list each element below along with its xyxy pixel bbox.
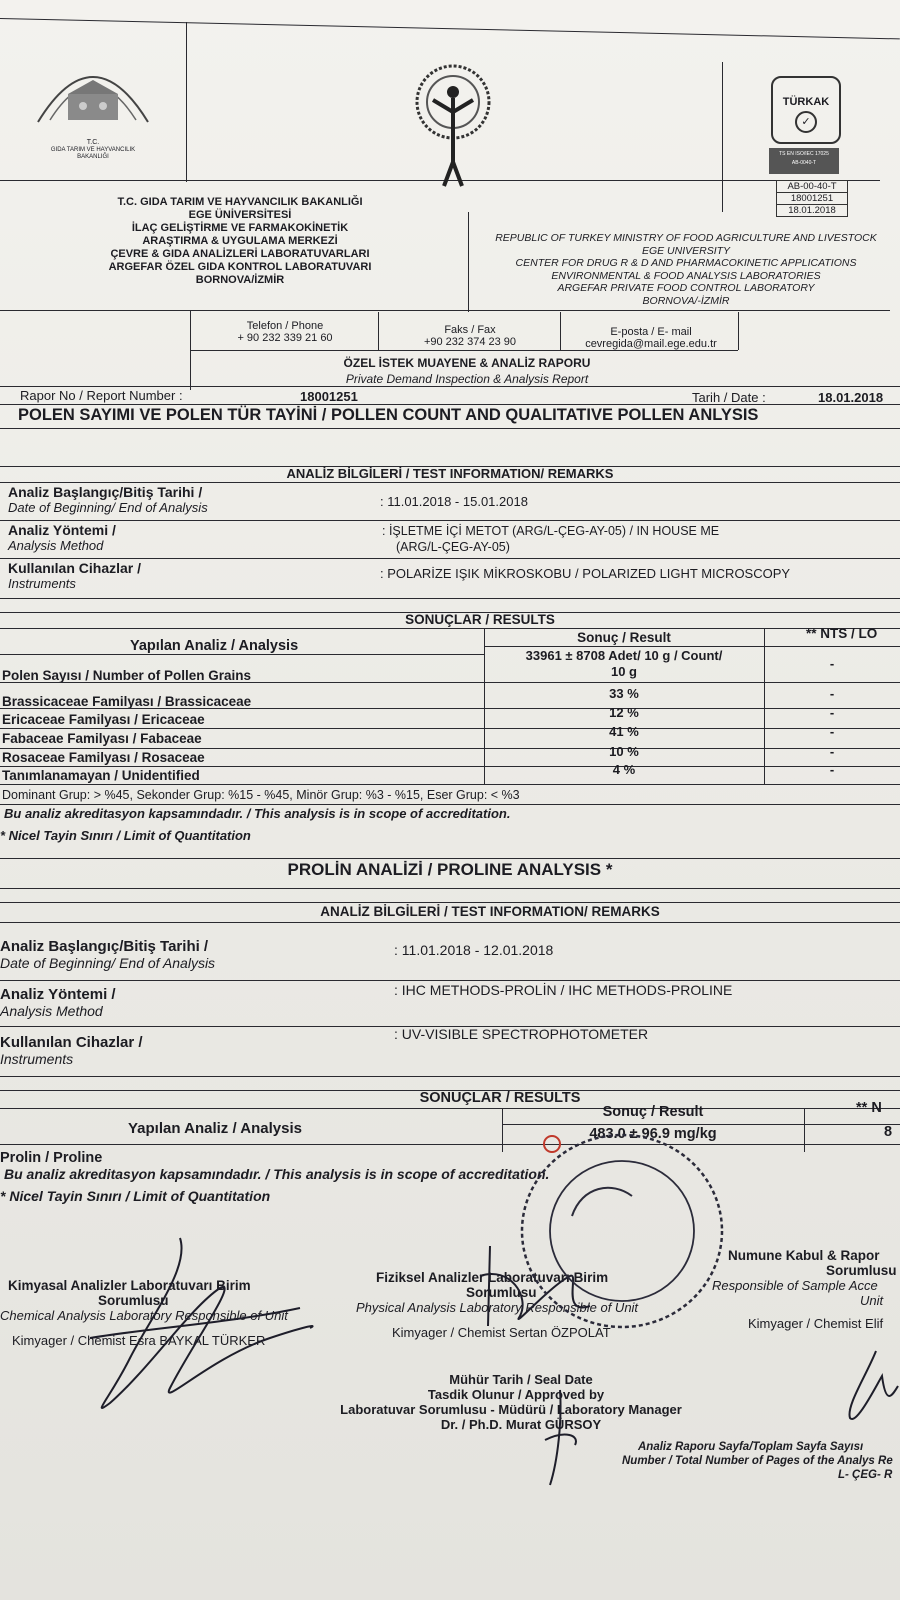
report-number: 18001251 xyxy=(300,389,358,404)
institution-tr-line: İLAÇ GELİŞTİRME VE FARMAKOKİNETİK xyxy=(131,222,349,234)
accreditation-date: 18.01.2018 xyxy=(788,205,836,216)
institution-tr-line: T.C. GIDA TARIM VE HAYVANCILIK BAKANLIĞI xyxy=(117,196,363,208)
approved-by-label: Tasdik Olunur / Approved by xyxy=(427,1387,605,1402)
phone-block xyxy=(196,320,374,344)
pollen-row-result xyxy=(484,648,764,680)
proline-method-label-tr: Analiz Yöntemi / xyxy=(0,986,116,1003)
lab-manager-name: Dr. / Ph.D. Murat GÜRSOY xyxy=(440,1417,602,1432)
pollen-row-name: Polen Sayısı / Number of Pollen Grains xyxy=(2,668,252,683)
pollen-row-name: Fabaceae Familyası / Fabaceae xyxy=(2,731,202,746)
university-logo xyxy=(408,62,498,192)
pollen-date-value: : 11.01.2018 - 15.01.2018 xyxy=(380,494,528,509)
institution-tr-line: ARGEFAR ÖZEL GIDA KONTROL LABORATUVARI xyxy=(108,261,372,273)
chem-unit-en: Chemical Analysis Laboratory Responsible of Unit xyxy=(0,1308,288,1323)
institution-en-line: CENTER FOR DRUG R & D AND PHARMACOKINETIC APPLICATIONS xyxy=(515,257,857,269)
pollen-col-nts: ** NTS / LO xyxy=(806,626,878,641)
chem-chemist-name: Kimyager / Chemist Esra BAYKAL TÜRKER xyxy=(12,1333,266,1348)
fax-number: +90 232 374 23 90 xyxy=(423,336,517,348)
proline-date-label-en: Date of Beginning/ End of Analysis xyxy=(0,955,216,971)
pollen-row-nts: - xyxy=(829,705,835,720)
institution-tr-line: EGE ÜNİVERSİTESİ xyxy=(188,209,292,221)
sample-unit-en: Responsible of Sample Acce xyxy=(712,1278,878,1293)
seal-date-label: Mühür Tarih / Seal Date xyxy=(449,1372,593,1387)
checkmark-icon: ✓ xyxy=(795,111,817,133)
pollen-section-title: POLEN SAYIMI VE POLEN TÜR TAYİNİ / POLLEN COUNT AND QUALITATIVE POLLEN ANLYSIS xyxy=(18,406,759,424)
pollen-row-nts: - xyxy=(829,762,835,777)
institution-en-line: ARGEFAR PRIVATE FOOD CONTROL LABORATORY xyxy=(557,282,815,294)
proline-date-label xyxy=(0,938,215,971)
proline-info-header: ANALİZ BİLGİLERİ / TEST INFORMATION/ REMARKS xyxy=(320,904,660,919)
ministry-logo xyxy=(28,42,158,162)
accreditation-code: AB-00-40-T xyxy=(777,181,847,193)
proline-date-label-tr: Analiz Başlangıç/Bitiş Tarihi / xyxy=(0,938,209,955)
sample-signature-block xyxy=(712,1248,900,1331)
pollen-info-header: ANALİZ BİLGİLERİ / TEST INFORMATION/ REMARKS xyxy=(286,466,614,481)
page-count-footer xyxy=(622,1440,900,1482)
pollen-row-name: Brassicaceae Familyası / Brassicaceae xyxy=(2,694,252,709)
proline-method-label xyxy=(0,986,116,1019)
accreditation-report-no: 18001251 xyxy=(777,193,847,205)
phys-unit-title: Fiziksel Analizler Laboratuvarı Birim xyxy=(376,1270,609,1285)
proline-instruments-label-tr: Kullanılan Cihazlar / xyxy=(0,1034,143,1051)
email-block xyxy=(564,326,738,350)
chem-unit-title: Kimyasal Analizler Laboratuvarı Birim xyxy=(8,1278,251,1293)
pollen-instruments-label xyxy=(8,560,141,591)
proline-col-analysis: Yapılan Analiz / Analysis xyxy=(128,1120,302,1137)
pollen-instruments-label-tr: Kullanılan Cihazlar / xyxy=(8,560,142,576)
report-date-label: Tarih / Date : xyxy=(692,390,766,405)
pollen-method-value-2: (ARG/L-ÇEG-AY-05) xyxy=(396,540,510,554)
sample-chemist-name: Kimyager / Chemist Elif xyxy=(748,1316,884,1331)
chemistry-signature xyxy=(70,1228,330,1428)
institution-en xyxy=(476,232,896,307)
proline-col-result: Sonuç / Result xyxy=(602,1104,704,1120)
sample-unit-role: Sorumlusu xyxy=(826,1263,897,1278)
email-address: cevregida@mail.ege.edu.tr xyxy=(585,338,717,350)
pollen-date-label xyxy=(8,484,208,515)
institution-tr-line: ÇEVRE & GIDA ANALİZLERİ LABORATUVARLARI xyxy=(110,248,370,260)
pollen-loq-note: * Nicel Tayin Sınırı / Limit of Quantitation xyxy=(0,828,251,843)
phone-number: + 90 232 339 21 60 xyxy=(237,332,333,344)
official-seal xyxy=(512,1126,732,1341)
footer-line-2: Number / Total Number of Pages of the Analys Re xyxy=(622,1455,893,1467)
pollen-date-label-tr: Analiz Başlangıç/Bitiş Tarihi / xyxy=(8,484,203,500)
report-date: 18.01.2018 xyxy=(818,390,884,405)
pollen-col-analysis: Yapılan Analiz / Analysis xyxy=(130,638,299,654)
pollen-row-result: 33 % xyxy=(609,686,639,701)
institution-tr-line: BORNOVA/İZMİR xyxy=(195,274,285,286)
pollen-row-result: 4 % xyxy=(612,762,636,777)
pollen-row-nts: - xyxy=(829,744,835,759)
institution-en-line: REPUBLIC OF TURKEY MINISTRY OF FOOD AGRICULTURE AND LIVESTOCK xyxy=(495,232,877,244)
sample-unit-title: Numune Kabul & Rapor xyxy=(728,1248,880,1263)
proline-row-nts: 8 xyxy=(884,1124,893,1140)
institution-en-line: BORNOVA/-İZMİR xyxy=(642,294,730,307)
pollen-method-label xyxy=(8,522,116,553)
pollen-method-label-tr: Analiz Yöntemi / xyxy=(8,522,116,538)
proline-results-header: SONUÇLAR / RESULTS xyxy=(419,1090,581,1106)
ministry-logo-line3: BAKANLIĞI xyxy=(77,154,109,160)
institution-en-line: EGE UNIVERSITY xyxy=(641,244,731,257)
turkak-brand: TÜRKAK xyxy=(782,96,830,108)
proline-instruments-label-en: Instruments xyxy=(0,1051,74,1067)
report-title-en: Private Demand Inspection & Analysis Report xyxy=(345,372,589,386)
pollen-row-result: 10 % xyxy=(609,744,639,759)
proline-instruments-label xyxy=(0,1034,143,1067)
pollen-row-result: 41 % xyxy=(609,724,639,739)
pollen-row-nts: - xyxy=(829,656,835,671)
ministry-logo-line2: GIDA TARIM VE HAYVANCILIK xyxy=(50,147,136,153)
pollen-results-header: SONUÇLAR / RESULTS xyxy=(405,612,555,627)
pollen-count-unit: 10 g xyxy=(610,664,637,679)
email-label: E-posta / E- mail xyxy=(610,326,692,338)
proline-accreditation-note: Bu analiz akreditasyon kapsamındadır. / This analysis is in scope of accreditation. xyxy=(4,1166,550,1182)
fax-block xyxy=(382,324,558,348)
turkak-badge xyxy=(768,76,844,174)
seal-stamp-icon xyxy=(512,1126,732,1336)
turkak-standard: TS EN ISO/IEC 17025 xyxy=(779,151,829,157)
sample-signature xyxy=(836,1346,900,1426)
phys-unit-role: Sorumlusu xyxy=(466,1285,537,1300)
report-title-tr: ÖZEL İSTEK MUAYENE & ANALİZ RAPORU xyxy=(343,356,591,370)
pollen-date-label-en: Date of Beginning/ End of Analysis xyxy=(8,500,208,515)
turkak-code: AB-0040-T xyxy=(791,160,817,166)
pollen-count-result: 33961 ± 8708 Adet/ 10 g / Count/ xyxy=(525,648,723,663)
pollen-row-result: 12 % xyxy=(609,705,639,720)
report-number-label: Rapor No / Report Number : xyxy=(20,388,183,403)
institution-tr-line: ARAŞTIRMA & UYGULAMA MERKEZİ xyxy=(142,235,338,247)
pollen-instruments-label-en: Instruments xyxy=(8,576,76,591)
institution-en-line: ENVIRONMENTAL & FOOD ANALYSIS LABORATORIES xyxy=(551,269,821,282)
phone-label: Telefon / Phone xyxy=(246,320,324,332)
accreditation-codes xyxy=(776,180,848,217)
pollen-instruments-value: : POLARİZE IŞIK MİKROSKOBU / POLARIZED LIGHT MICROSCOPY xyxy=(380,566,791,581)
proline-loq-note: * Nicel Tayin Sınırı / Limit of Quantitation xyxy=(0,1188,271,1204)
pollen-row-name: Tanımlanamayan / Unidentified xyxy=(2,768,200,783)
institution-tr xyxy=(40,196,440,287)
phys-chemist-name: Kimyager / Chemist Sertan ÖZPOLAT xyxy=(392,1325,611,1340)
footer-line-3: L- ÇEG- R xyxy=(838,1469,893,1481)
pollen-row-nts: - xyxy=(829,686,835,701)
ministry-logo-line1: T.C. xyxy=(86,139,100,146)
footer-line-1: Analiz Raporu Sayfa/Toplam Sayfa Sayısı xyxy=(638,1441,864,1453)
proline-row-result: 483.0 ± 96.9 mg/kg xyxy=(589,1126,717,1142)
pollen-method-value: : İŞLETME İÇİ METOT (ARG/L-ÇEG-AY-05) / IN HOUSE ME xyxy=(382,524,720,538)
proline-col-nts: ** N xyxy=(856,1100,882,1116)
pollen-row-nts: - xyxy=(829,724,835,739)
proline-section-title: PROLİN ANALİZİ / PROLINE ANALYSIS * xyxy=(287,860,613,879)
proline-instruments-value: : UV-VISIBLE SPECTROPHOTOMETER xyxy=(394,1026,649,1042)
sample-unit-en-2: Unit xyxy=(860,1293,884,1308)
pollen-accreditation-note: Bu analiz akreditasyon kapsamındadır. / This analysis is in scope of accreditation. xyxy=(4,806,511,821)
fax-label: Faks / Fax xyxy=(444,324,496,336)
pollen-method-label-en: Analysis Method xyxy=(8,538,104,553)
lab-manager-title: Laboratuvar Sorumlusu - Müdürü / Laboratory Manager xyxy=(340,1402,682,1417)
pollen-group-legend: Dominant Grup: > %45, Sekonder Grup: %15 - %45, Minör Grup: %3 - %15, Eser Grup: < %3 xyxy=(2,788,520,802)
pollen-row-name: Ericaceae Familyası / Ericaceae xyxy=(2,712,205,727)
proline-row-name: Prolin / Proline xyxy=(0,1150,103,1166)
ministry-emblem-icon xyxy=(28,42,158,132)
chem-unit-role: Sorumlusu xyxy=(98,1293,169,1308)
proline-date-value: : 11.01.2018 - 12.01.2018 xyxy=(394,942,554,958)
manager-signature xyxy=(520,1380,600,1490)
phys-unit-en: Physical Analysis Laboratory Responsible of Unit xyxy=(356,1300,639,1315)
proline-method-value: : IHC METHODS-PROLİN / IHC METHODS-PROLINE xyxy=(394,982,733,998)
pollen-row-name: Rosaceae Familyası / Rosaceae xyxy=(2,750,205,765)
university-emblem-icon xyxy=(408,62,498,192)
pollen-col-result: Sonuç / Result xyxy=(577,630,671,645)
proline-method-label-en: Analysis Method xyxy=(0,1003,103,1019)
